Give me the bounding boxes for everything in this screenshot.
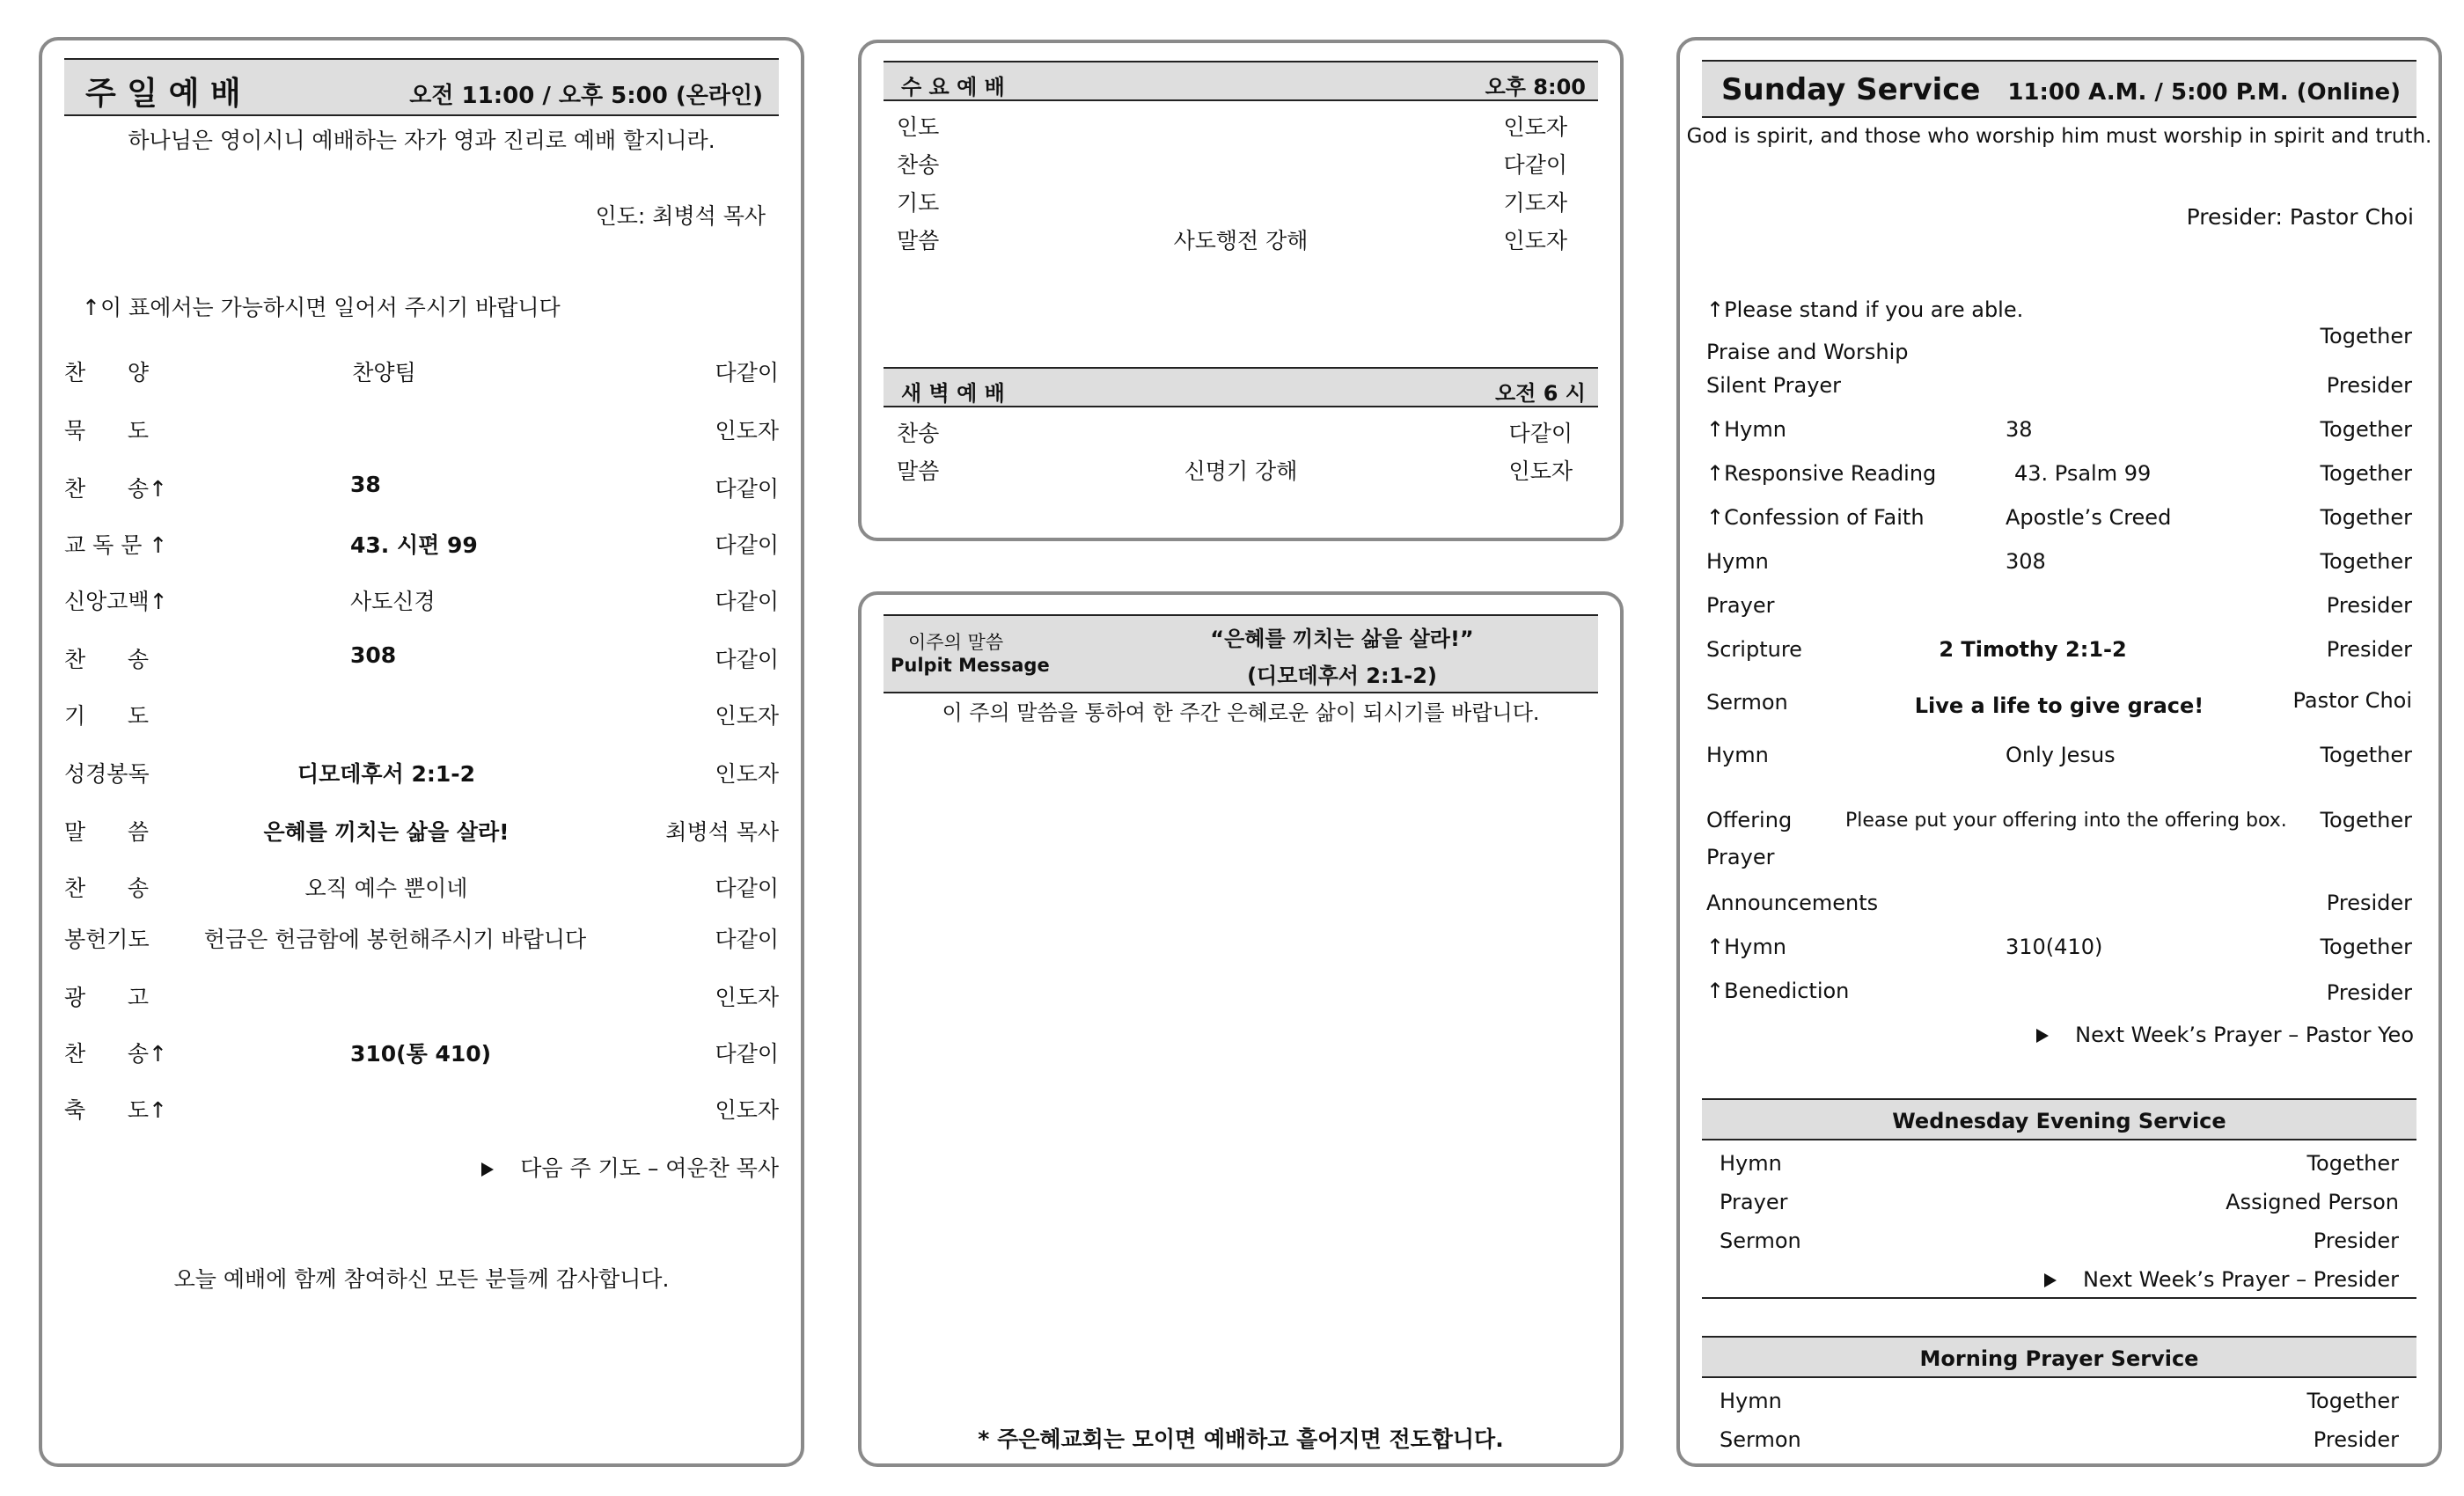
item-label: 광 고 (64, 985, 149, 1010)
list-item (897, 454, 1585, 488)
list-item (1706, 891, 2412, 926)
korean-presider: 인도: 최병석 목사 (595, 203, 766, 229)
list-item (64, 871, 779, 906)
item-label: 말씀 (897, 458, 940, 484)
korean-next-prayer-text: 다음 주 기도 – 여운찬 목사 (520, 1155, 779, 1181)
item-leader: Presider (2326, 593, 2412, 618)
item-leader: Presider (2326, 980, 2412, 1005)
item-label: Sermon (1720, 1228, 1801, 1253)
item-label: 찬 송↑ (64, 476, 167, 502)
item-leader: 인도자 (715, 985, 779, 1010)
item-leader: 인도자 (1508, 458, 1573, 484)
item-leader: Together (2306, 1389, 2399, 1413)
list-item (897, 224, 1585, 257)
wednesday-en-title: Wednesday Evening Service (1892, 1109, 2226, 1133)
item-leader: 인도자 (715, 761, 779, 787)
list-item (64, 472, 779, 507)
list-item (64, 356, 779, 391)
item-detail: 디모데후서 2:1-2 (297, 761, 475, 787)
item-label: 찬 양 (64, 360, 149, 385)
item-detail: 308 (2006, 549, 2046, 574)
item-leader: 다같이 (715, 589, 779, 614)
item-label: 기도 (897, 190, 940, 216)
list-item (64, 584, 779, 620)
korean-sunday-time: 오전 11:00 / 오후 5:00 (온라인) (409, 83, 763, 109)
item-label: ↑Hymn (1706, 935, 1786, 959)
item-leader: Together (2320, 808, 2412, 832)
wednesday-en-header (1702, 1098, 2416, 1140)
item-detail: 사도행전 강해 (1173, 228, 1309, 253)
list-item (64, 528, 779, 563)
list-item (1720, 1151, 2399, 1186)
item-label: ↑Responsive Reading (1706, 461, 1937, 486)
item-leader: Presider (2326, 373, 2412, 398)
item-label: Praise and Worship (1706, 340, 1909, 364)
english-sunday-time: 11:00 A.M. / 5:00 P.M. (Online) (2007, 79, 2401, 106)
item-leader: Together (2320, 417, 2412, 442)
item-leader: 다같이 (715, 1041, 779, 1067)
list-item (1706, 743, 2412, 778)
english-next-prayer (2036, 1023, 2414, 1047)
item-leader: 최병석 목사 (665, 819, 779, 845)
item-leader: Presider (2313, 1427, 2399, 1452)
list-item (1720, 1228, 2399, 1264)
play-triangle-icon (2036, 1029, 2049, 1043)
play-triangle-icon (481, 1162, 494, 1177)
list-item (897, 186, 1585, 219)
item-label: Offering (1706, 808, 1793, 832)
item-leader: Together (2320, 461, 2412, 486)
list-item (64, 815, 779, 850)
list-item (1706, 417, 2412, 452)
item-leader: 다같이 (715, 876, 779, 901)
korean-thanks: 오늘 예배에 함께 참여하신 모든 분들께 감사합니다. (173, 1266, 670, 1292)
item-label: 찬 송 (64, 647, 149, 672)
list-item (1720, 1190, 2399, 1225)
wednesday-ko-time: 오후 8:00 (1485, 75, 1586, 99)
play-triangle-icon (2044, 1273, 2057, 1287)
english-sunday-header (1702, 60, 2416, 118)
item-leader: 인도자 (715, 1097, 779, 1123)
pulpit-reference: (디모데후서 2:1-2) (1247, 664, 1437, 688)
item-leader: 다같이 (715, 927, 779, 952)
item-label: ↑Hymn (1706, 417, 1786, 442)
item-label: Prayer (1706, 593, 1775, 618)
item-detail: 은혜를 끼치는 삶을 살라! (263, 819, 510, 845)
item-label: 신앙고백↑ (64, 589, 168, 614)
item-label: 말 씀 (64, 819, 149, 845)
item-leader: 다같이 (715, 532, 779, 558)
list-item (64, 922, 779, 957)
item-label: Sermon (1706, 690, 1788, 715)
item-leader: 다같이 (1508, 421, 1573, 446)
church-motto: * 주은혜교회는 모이면 예배하고 흩어지면 전도합니다. (978, 1426, 1504, 1452)
item-label: Hymn (1720, 1389, 1782, 1413)
item-leader: 다같이 (1503, 152, 1567, 178)
item-leader: 기도자 (1503, 190, 1567, 216)
item-leader: Together (2320, 935, 2412, 959)
list-item (1706, 324, 2412, 371)
list-item (1706, 549, 2412, 584)
dawn-ko-header (884, 367, 1598, 407)
item-detail: 2 Timothy 2:1-2 (1939, 637, 2127, 662)
item-label: Prayer (1706, 845, 1775, 869)
english-next-prayer-text: Next Week’s Prayer – Pastor Yeo (2075, 1023, 2414, 1047)
item-detail: 오직 예수 뿐이네 (304, 876, 468, 901)
list-item (897, 110, 1585, 143)
item-label: ↑Benediction (1706, 979, 1850, 1003)
item-detail: 헌금은 헌금함에 봉헌해주시기 바랍니다 (203, 927, 587, 952)
item-label: 봉헌기도 (64, 927, 150, 952)
item-label: Announcements (1706, 891, 1879, 915)
item-leader: 다같이 (715, 647, 779, 672)
english-sunday-panel (1676, 37, 2442, 1467)
divider (1702, 1297, 2416, 1299)
english-stand-note: ↑Please stand if you are able. (1706, 297, 2024, 322)
item-leader: 인도자 (715, 418, 779, 444)
item-label: 기 도 (64, 703, 149, 729)
morning-en-header (1702, 1336, 2416, 1378)
item-detail: Live a life to give grace! (1914, 693, 2204, 718)
item-label: ↑Confession of Faith (1706, 505, 1925, 530)
item-leader: Presider (2326, 637, 2412, 662)
pulpit-header (884, 614, 1598, 693)
item-detail: 310(통 410) (350, 1041, 492, 1067)
pulpit-label-en: Pulpit Message (891, 655, 1050, 676)
item-detail: 사도신경 (350, 589, 436, 614)
weekday-services-panel (858, 40, 1624, 541)
wednesday-en-next-prayer (2044, 1267, 2399, 1292)
item-label: 묵 도 (64, 418, 149, 444)
item-label: Scripture (1706, 637, 1802, 662)
item-leader: Together (2306, 1151, 2399, 1176)
item-leader: Assigned Person (2226, 1190, 2399, 1214)
item-label: 찬송 (897, 152, 940, 178)
list-item (1706, 808, 2412, 843)
list-item (1706, 690, 2412, 725)
list-item (1706, 593, 2412, 628)
dawn-ko-time: 오전 6 시 (1495, 381, 1586, 406)
pulpit-message-panel (858, 591, 1624, 1467)
list-item (1706, 505, 2412, 540)
item-detail: 38 (350, 472, 381, 497)
item-label: 찬송 (897, 421, 940, 446)
wednesday-ko-header (884, 61, 1598, 101)
item-label: 성경봉독 (64, 761, 150, 787)
item-label: 찬 송↑ (64, 1041, 167, 1067)
item-leader: 인도자 (1503, 114, 1567, 140)
item-detail: Please put your offering into the offering box. (1845, 810, 2287, 832)
morning-en-title: Morning Prayer Service (1919, 1346, 2199, 1371)
item-detail: 신명기 강해 (1184, 458, 1298, 484)
list-item (897, 148, 1585, 181)
item-leader: Together (2320, 743, 2412, 767)
list-item (1720, 1427, 2399, 1463)
item-label: 축 도↑ (64, 1097, 167, 1123)
item-label: Hymn (1706, 743, 1769, 767)
korean-sunday-panel (39, 37, 804, 1467)
wednesday-en-next-prayer-text: Next Week’s Prayer – Presider (2083, 1267, 2399, 1292)
pulpit-label-ko: 이주의 말씀 (908, 632, 1004, 653)
list-item (64, 642, 779, 678)
item-label: 말씀 (897, 228, 940, 253)
list-item (1706, 373, 2412, 408)
korean-next-prayer (481, 1151, 779, 1183)
item-detail: 310(410) (2006, 935, 2103, 959)
item-label: 교 독 문 ↑ (64, 532, 168, 558)
list-item (1706, 979, 2412, 1014)
item-leader: Together (2320, 505, 2412, 530)
list-item (64, 1093, 779, 1128)
wednesday-ko-title: 수 요 예 배 (901, 75, 1005, 99)
item-label: Hymn (1706, 549, 1769, 574)
list-item (897, 416, 1585, 450)
list-item (64, 414, 779, 449)
list-item (1706, 637, 2412, 672)
korean-stand-note: ↑이 표에서는 가능하시면 일어서 주시기 바랍니다 (82, 295, 561, 320)
list-item (64, 699, 779, 734)
korean-sunday-header (64, 58, 779, 116)
item-label: Hymn (1720, 1151, 1782, 1176)
list-item (1706, 461, 2412, 496)
list-item (64, 757, 779, 792)
item-label: 찬 송 (64, 876, 149, 901)
dawn-ko-title: 새 벽 예 배 (901, 381, 1005, 406)
item-detail: 43. 시편 99 (350, 532, 478, 558)
item-leader: 인도자 (1503, 228, 1567, 253)
item-leader: 다같이 (715, 360, 779, 385)
item-leader: Pastor Choi (2292, 688, 2412, 713)
list-item (1706, 935, 2412, 970)
english-verse: God is spirit, and those who worship him must worship in spirit and truth. (1686, 125, 2432, 148)
item-detail: Only Jesus (2006, 743, 2116, 767)
item-leader: 다같이 (715, 476, 779, 502)
item-leader: Presider (2326, 891, 2412, 915)
list-item (64, 980, 779, 1016)
korean-verse: 하나님은 영이시니 예배하는 자가 영과 진리로 예배 할지니라. (128, 128, 715, 153)
english-presider: Presider: Pastor Choi (2186, 204, 2414, 230)
item-leader: 인도자 (715, 703, 779, 729)
item-detail: 찬양팀 (352, 360, 416, 385)
korean-sunday-title: 주 일 예 배 (85, 76, 241, 112)
item-detail: 308 (350, 642, 397, 668)
pulpit-blessing: 이 주의 말씀을 통하여 한 주간 은혜로운 삶이 되시기를 바랍니다. (942, 700, 1540, 725)
item-detail: 43. Psalm 99 (2014, 461, 2152, 486)
item-leader: Together (2320, 549, 2412, 574)
item-detail: Apostle’s Creed (2006, 505, 2172, 530)
list-item (1706, 845, 2412, 880)
english-sunday-title: Sunday Service (1721, 72, 1981, 107)
item-label: Prayer (1720, 1190, 1788, 1214)
list-item (1720, 1389, 2399, 1424)
pulpit-title: “은혜를 끼치는 삶을 살라!” (1210, 627, 1474, 651)
item-label: Silent Prayer (1706, 373, 1842, 398)
item-leader: Together (2320, 324, 2412, 348)
list-item (64, 1037, 779, 1072)
item-label: Sermon (1720, 1427, 1801, 1452)
item-label: 인도 (897, 114, 940, 140)
item-leader: Presider (2313, 1228, 2399, 1253)
item-detail: 38 (2006, 417, 2033, 442)
